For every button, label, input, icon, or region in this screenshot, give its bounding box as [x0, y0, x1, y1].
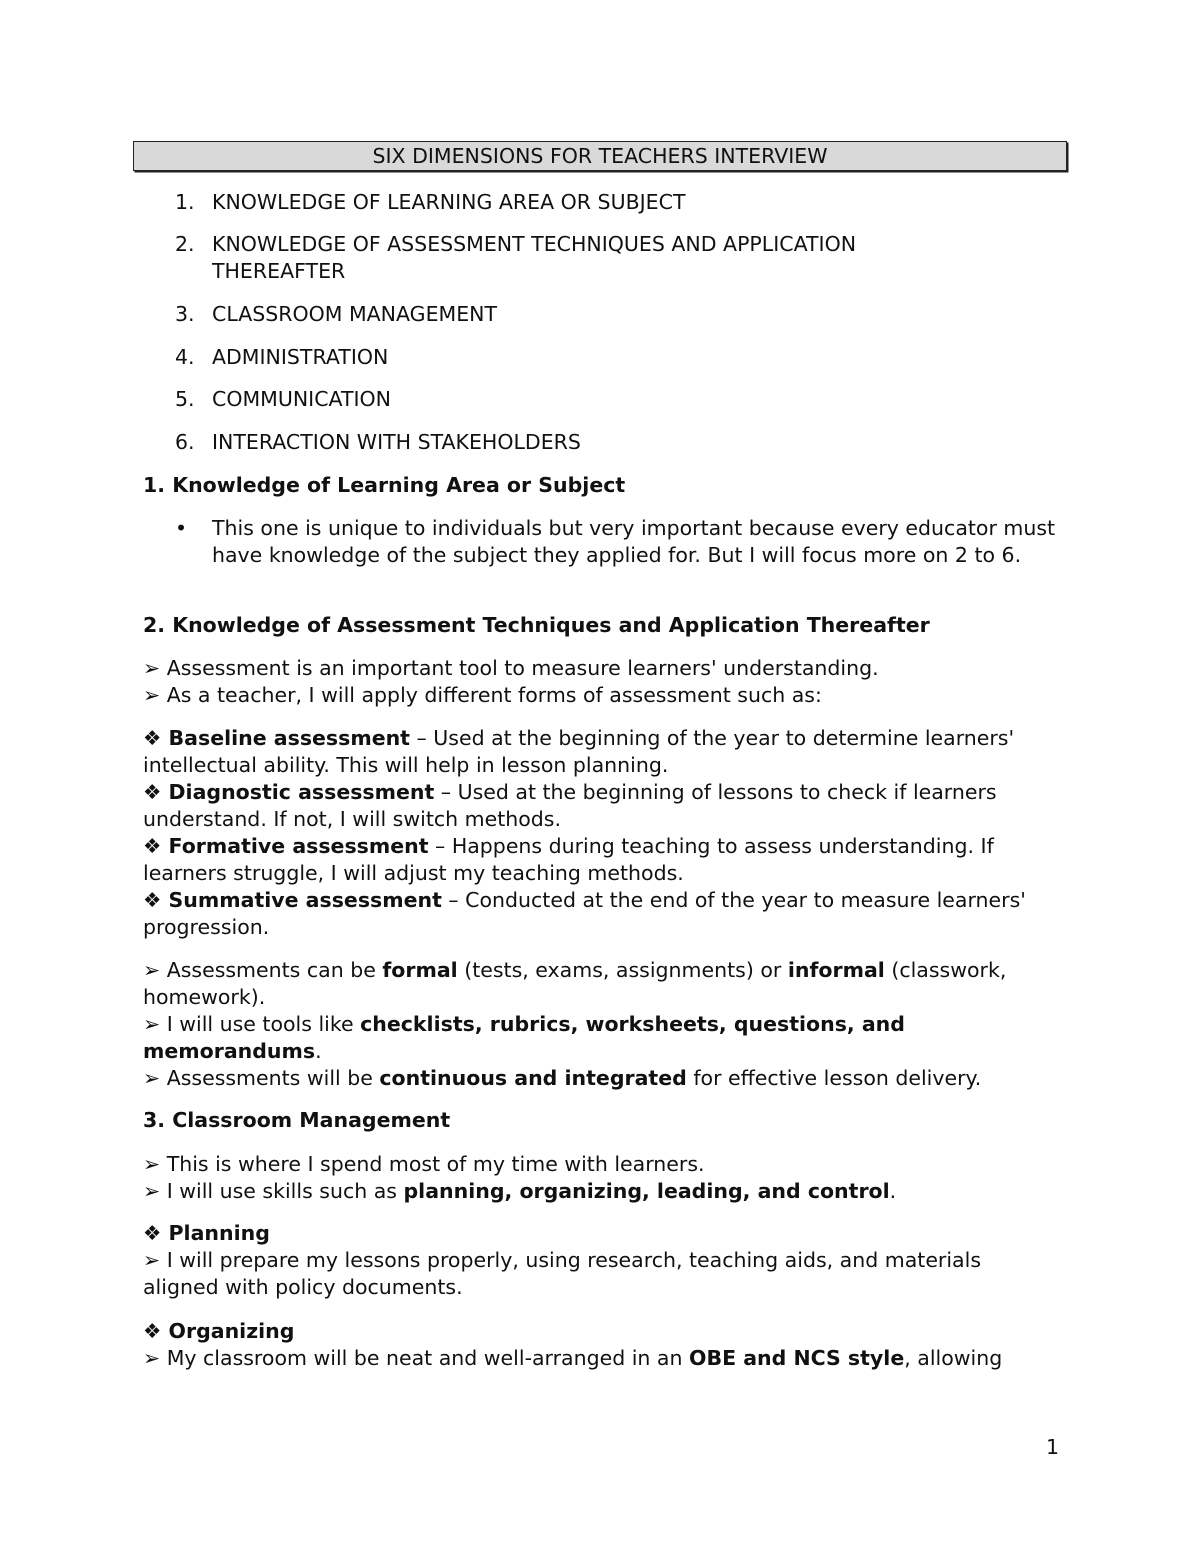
assessment-type-summative: ❖ Summative assessment – Conducted at the end of the year to measure learners' progression. — [143, 888, 1026, 939]
dimension-number: 6. — [175, 430, 195, 454]
intro-line-2: ➢ I will use skills such as planning, organizing, leading, and control. — [143, 1179, 897, 1203]
dimension-number: 3. — [175, 302, 195, 326]
arrow-bullet: ➢ — [143, 1248, 161, 1272]
arrow-bullet: ➢ — [143, 1066, 161, 1090]
section-3-intro — [143, 1151, 1058, 1205]
organizing-heading: ❖ Organizing — [143, 1319, 295, 1343]
planning-heading: ❖ Planning — [143, 1221, 270, 1245]
dimension-number: 4. — [175, 345, 195, 369]
diamond-bullet: ❖ — [143, 780, 162, 804]
section-1-bullet — [175, 515, 1055, 597]
dimension-number: 2. — [175, 232, 195, 256]
page-number: 1 — [1046, 1435, 1060, 1459]
dimension-text-line2: THEREAFTER — [212, 259, 346, 283]
arrow-bullet: ➢ — [143, 1152, 161, 1176]
dimension-number: 5. — [175, 387, 195, 411]
arrow-bullet: ➢ — [143, 958, 161, 982]
arrow-bullet: ➢ — [143, 1179, 161, 1203]
assessment-tools: ➢ I will use tools like checklists, rubrics, worksheets, questions, and memorandums. — [143, 1012, 905, 1063]
intro-line-1: ➢ This is where I spend most of my time with learners. — [143, 1152, 705, 1176]
arrow-bullet: ➢ — [143, 1012, 161, 1036]
organizing-text: ➢ My classroom will be neat and well-arranged in an OBE and NCS style, allowing — [143, 1346, 1003, 1370]
bullet-dot: • — [175, 516, 188, 540]
diamond-bullet: ❖ — [143, 888, 162, 912]
organizing-block — [143, 1318, 1058, 1372]
assessment-details — [143, 957, 1058, 1092]
dimension-text: CLASSROOM MANAGEMENT — [212, 302, 498, 326]
arrow-bullet: ➢ — [143, 683, 161, 707]
planning-block — [143, 1220, 1058, 1301]
section-1-bullet-text: This one is unique to individuals but very important because every educator must have knowledge of the subject they applied for. But I will focus more on 2 to 6. — [212, 516, 1056, 567]
assessment-continuous: ➢ Assessments will be continuous and integrated for effective lesson delivery. — [143, 1066, 982, 1090]
dimension-text-line1: KNOWLEDGE OF ASSESSMENT TECHNIQUES AND APPLICATION — [212, 232, 857, 256]
diamond-bullet: ❖ — [143, 1221, 162, 1245]
intro-line-2: ➢ As a teacher, I will apply different forms of assessment such as: — [143, 683, 822, 707]
arrow-bullet: ➢ — [143, 656, 161, 680]
diamond-bullet: ❖ — [143, 1319, 162, 1343]
dimension-text: INTERACTION WITH STAKEHOLDERS — [212, 430, 581, 454]
arrow-bullet: ➢ — [143, 1346, 161, 1370]
diamond-bullet: ❖ — [143, 834, 162, 858]
dimension-text: COMMUNICATION — [212, 387, 391, 411]
dimension-number: 1. — [175, 190, 195, 214]
document-title — [133, 141, 1067, 171]
section-1-heading: 1. Knowledge of Learning Area or Subject — [143, 473, 626, 497]
section-2-heading: 2. Knowledge of Assessment Techniques and Application Thereafter — [143, 613, 930, 637]
assessment-type-baseline: ❖ Baseline assessment – Used at the beginning of the year to determine learners' intellectual ability. This will help in lesson planning. — [143, 726, 1015, 777]
assessment-types — [143, 725, 1058, 941]
intro-line-1: ➢ Assessment is an important tool to measure learners' understanding. — [143, 656, 879, 680]
diamond-bullet: ❖ — [143, 726, 162, 750]
assessment-type-diagnostic: ❖ Diagnostic assessment – Used at the beginning of lessons to check if learners understand. If not, I will switch methods. — [143, 780, 997, 831]
planning-text: ➢ I will prepare my lessons properly, using research, teaching aids, and materials aligned with policy documents. — [143, 1248, 981, 1299]
assessment-formal-informal: ➢ Assessments can be formal (tests, exams, assignments) or informal (classwork, homework). — [143, 958, 1007, 1009]
section-3-heading: 3. Classroom Management — [143, 1108, 451, 1132]
dimension-item-2 — [175, 231, 1035, 287]
document-title-text: SIX DIMENSIONS FOR TEACHERS INTERVIEW — [372, 144, 828, 168]
assessment-type-formative: ❖ Formative assessment – Happens during teaching to assess understanding. If learners struggle, I will adjust my teaching methods. — [143, 834, 994, 885]
dimension-text: ADMINISTRATION — [212, 345, 389, 369]
section-2-intro — [143, 655, 1058, 709]
dimension-text: KNOWLEDGE OF LEARNING AREA OR SUBJECT — [212, 190, 686, 214]
